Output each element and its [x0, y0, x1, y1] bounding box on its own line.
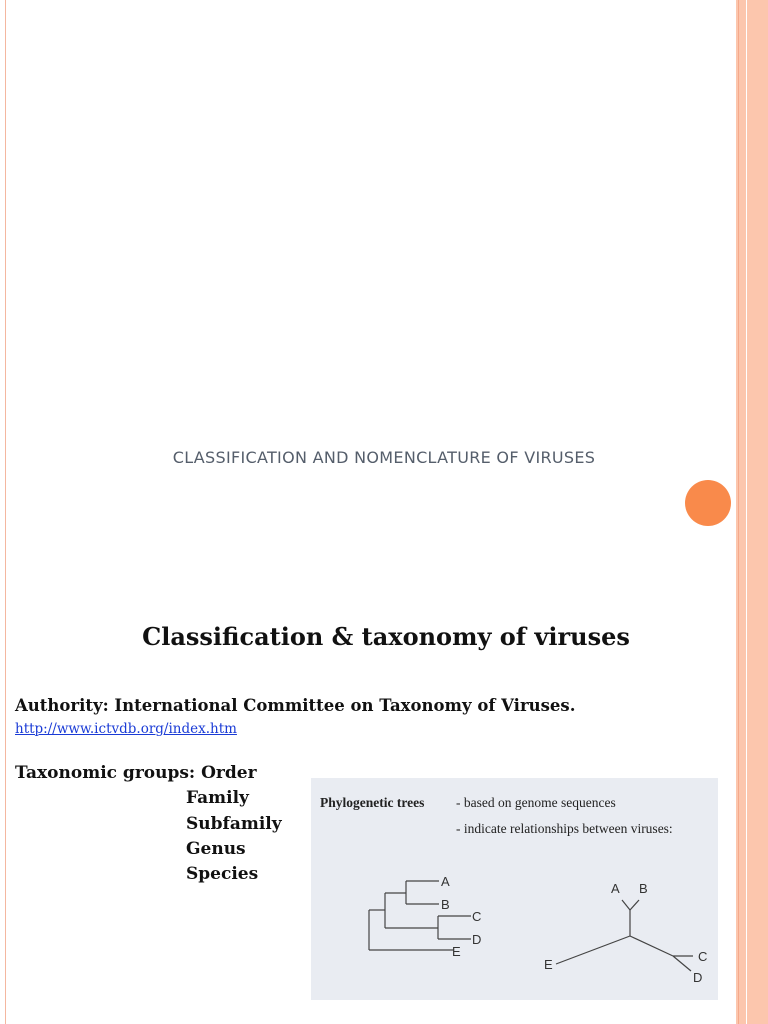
ictv-link[interactable]: http://www.ictvdb.org/index.htm [15, 721, 237, 737]
figure-note-genome: - based on genome sequences [456, 795, 616, 810]
left-border-line [5, 0, 6, 1024]
rooted-leaf-e: E [452, 944, 461, 959]
taxonomic-level-subfamily: Subfamily [186, 814, 282, 834]
slide-heading: Classification & taxonomy of viruses [142, 622, 630, 651]
authority-text: Authority: International Committee on Taxonomy of Viruses. [15, 696, 576, 715]
unrooted-leaf-d: D [693, 970, 703, 985]
figure-note-relationships: - indicate relationships between viruses: [456, 821, 673, 836]
right-band-divider [746, 0, 747, 1024]
unrooted-leaf-c: C [698, 949, 708, 964]
figure-title: Phylogenetic trees [320, 795, 425, 810]
taxonomic-level-species: Species [186, 864, 259, 884]
rooted-leaf-a: A [441, 874, 450, 889]
right-accent-band [736, 0, 768, 1024]
taxonomic-groups-label: Taxonomic groups: Order [15, 763, 257, 783]
accent-dot [685, 480, 731, 526]
rooted-leaf-d: D [472, 932, 482, 947]
unrooted-tree [556, 900, 693, 971]
unrooted-leaf-a: A [611, 881, 620, 896]
unrooted-leaf-e: E [544, 957, 553, 972]
rooted-leaf-b: B [441, 897, 450, 912]
right-accent-line [738, 0, 739, 1024]
taxonomic-level-genus: Genus [186, 839, 246, 859]
unrooted-leaf-b: B [639, 881, 648, 896]
slide-title: CLASSIFICATION AND NOMENCLATURE OF VIRUSES [172, 448, 596, 467]
rooted-leaf-c: C [472, 909, 482, 924]
phylogenetic-tree-figure [311, 778, 718, 1000]
rooted-tree [369, 881, 471, 950]
tree-diagrams [311, 778, 718, 1000]
taxonomic-level-family: Family [186, 788, 249, 808]
